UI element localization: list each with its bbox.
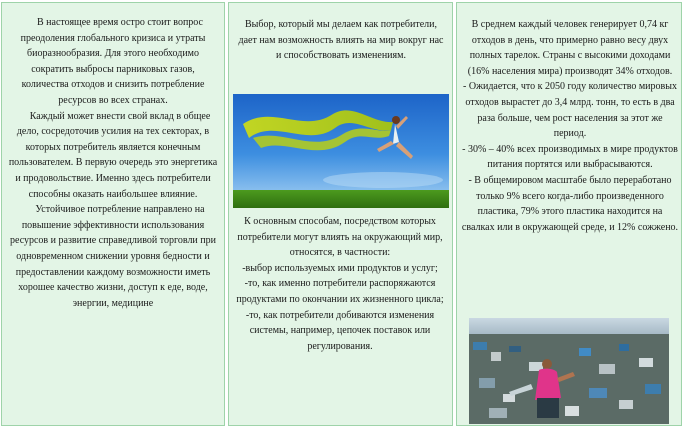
right-paragraph-1: В среднем каждый человек генерирует 0,74 кг отходов в день, что примерно равно весу двух полных тарелок. Страны с высокими доходами (16% населения мира) производят 34% отходов. [467,19,673,77]
middle-column [228,2,453,426]
right-paragraph-3: - 30% – 40% всех производимых в мире продуктов питания портятся или выбрасываются. [462,143,678,171]
dancer-with-green-scarf-image [233,94,449,208]
way-item-2: -то, как именно потребители распоряжаются продуктами по окончании их жизненного цикла; [236,278,444,305]
right-column-text [461,17,679,235]
middle-ways [233,214,447,354]
way-item-1: -выбор используемых ими продуктов и услуг; [242,262,438,274]
middle-intro: Выбор, который мы делаем как потребители, дает нам возможность влиять на мир вокруг нас и способствовать изменениям. [238,19,444,62]
right-paragraph-4: - В общемировом масштабе было переработано только 9% всего когда-либо произведенного пластика, 79% этого пластика находится на свалках или в окружающей среде, и 12% сожжено. [461,174,679,233]
left-paragraph-1: В настоящее время остро стоит вопрос преодоления глобального кризиса и утраты биоразнообразия. Для этого необходимо сократить выбросы парниковых газов, количества отходов и снизить потребление ресурсов во всех странах. [20,17,206,106]
ways-intro: К основным способам, посредством которых потребители могут влиять на окружающий мир, относятся, в частности: [237,216,443,259]
left-column-text [8,15,218,311]
left-column [1,2,225,426]
left-paragraph-3: Устойчивое потребление направлено на повышение эффективности использования ресурсов и развитие справедливой торговли при одновременном снижении уровня бедности и предоставлении каждому возможности иметь хорошее качество жизни, доступ к еде, воде, энергии, медицине [10,204,216,309]
way-item-3: -то, как потребители добиваются изменения системы, например, цепочек поставок или регулирования. [245,309,435,352]
plastic-waste-landfill-image [469,318,669,424]
right-column [456,2,682,426]
right-paragraph-2: - Ожидается, что к 2050 году количество мировых отходов вырастет до 3,4 млрд. тонн, то есть в два раза больше, чем рост населения за этот же период. [463,81,677,140]
left-paragraph-2: Каждый может внести свой вклад в общее дело, сосредоточив усилия на тех секторах, в которых потребитель является конечным пользователем. В первую очередь это энергетика и продовольствие. Именно здесь потребители способны оказать наибольшее влияние. [8,110,218,200]
